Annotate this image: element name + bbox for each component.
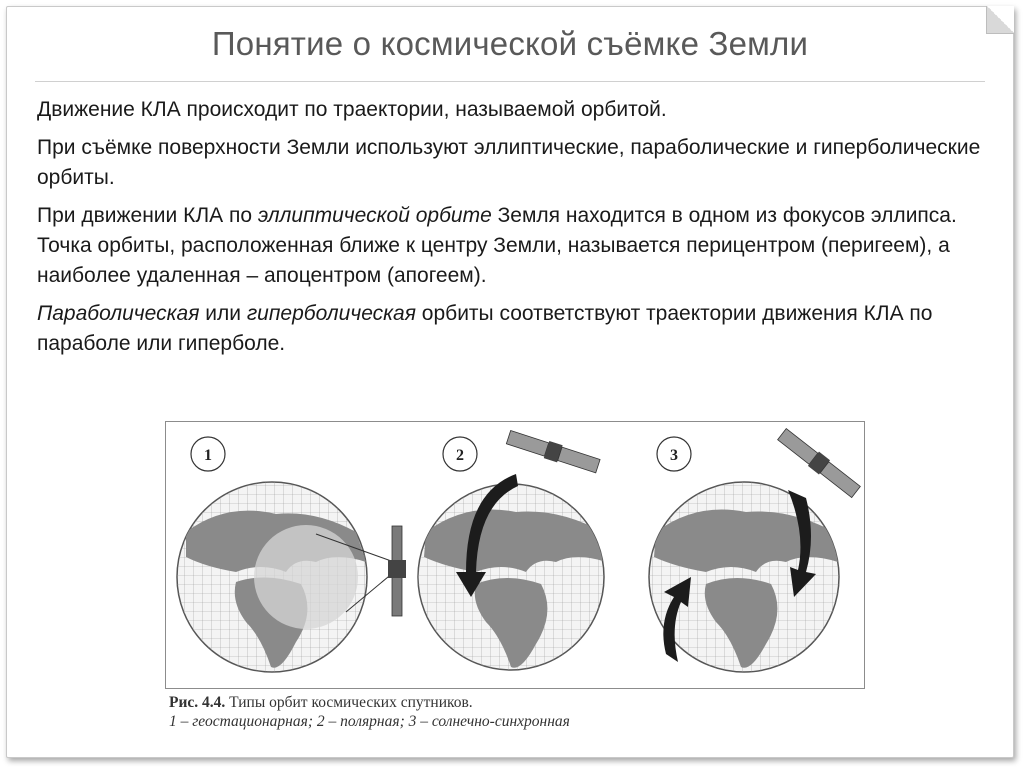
satellite-2 bbox=[506, 429, 601, 475]
globe-1 bbox=[177, 482, 406, 672]
paragraph-parabolic-orbit bbox=[37, 299, 997, 359]
caption-legend: 1 – геостационарная; 2 – полярная; 3 – солнечно-синхронная bbox=[169, 713, 570, 730]
svg-text:3: 3 bbox=[670, 447, 678, 464]
paragraph-elliptic-orbit bbox=[37, 201, 997, 291]
satellite-3 bbox=[776, 427, 861, 499]
caption-number: Рис. 4.4. bbox=[169, 694, 226, 711]
p3-text-b: Земля находится в одном из фокусов эллипса. Точка орбиты, расположенная ближе к центру Земли, называется перицентром (перигеем), а наиболее удаленная – апоцентром (апогеем). bbox=[37, 204, 957, 287]
caption-title: Типы орбит космических спутников. bbox=[225, 694, 473, 711]
slide bbox=[6, 6, 1014, 758]
p4-emphasis-2: гиперболическая bbox=[246, 302, 416, 325]
slide-body bbox=[37, 95, 997, 367]
svg-text:2: 2 bbox=[456, 447, 464, 464]
svg-text:1: 1 bbox=[204, 447, 212, 464]
p3-text-a: При движении КЛА по bbox=[37, 204, 258, 227]
paragraph-orbit-definition bbox=[37, 95, 997, 125]
p3-emphasis: эллиптической орбите bbox=[257, 204, 492, 227]
p4-emphasis-1: Параболическая bbox=[37, 302, 200, 325]
p4-text-end: орбиты соответствуют траектории движения КЛА по параболе или гиперболе. bbox=[37, 302, 933, 355]
figure-image bbox=[165, 421, 865, 689]
panel-label-1 bbox=[191, 437, 225, 471]
p2-text: При съёмке поверхности Земли используют эллиптические, параболические и гиперболические орбиты. bbox=[37, 136, 981, 189]
orbit-figure bbox=[165, 421, 865, 746]
figure-caption bbox=[169, 693, 869, 731]
panel-label-2 bbox=[443, 437, 477, 471]
p1-text: Движение КЛА происходит по траектории, называемой орбитой. bbox=[37, 98, 667, 121]
paragraph-orbit-types bbox=[37, 133, 997, 193]
title-divider bbox=[35, 81, 985, 82]
slide-title: Понятие о космической съёмке Земли bbox=[211, 25, 809, 62]
p4-text-mid: или bbox=[199, 302, 247, 325]
panel-label-3 bbox=[657, 437, 691, 471]
orbits-illustration bbox=[166, 422, 866, 690]
